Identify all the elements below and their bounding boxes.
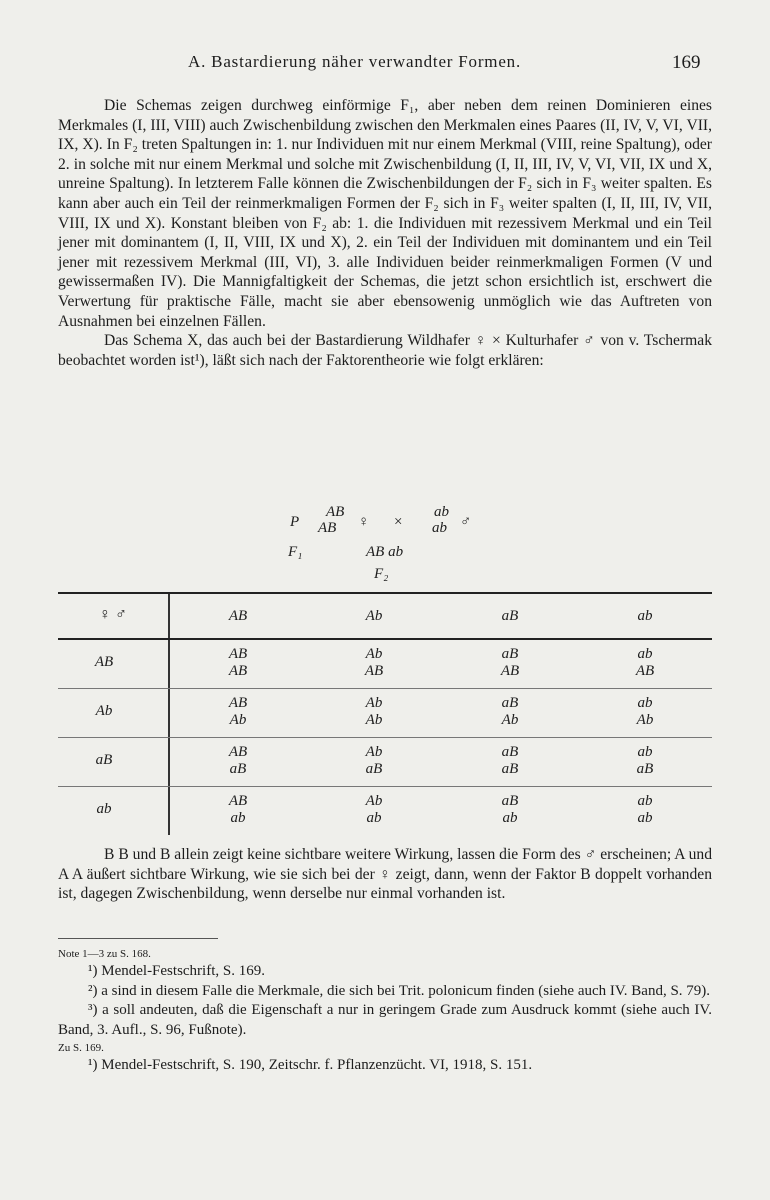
table-cell — [578, 695, 712, 729]
footnote-rule — [58, 938, 218, 939]
note-range-heading: Note 1—3 zu S. 168. — [58, 948, 151, 960]
male-genotype-top: ab — [434, 504, 449, 520]
table-cell — [578, 646, 712, 680]
paragraph-3: B B und B allein zeigt keine sichtbare weitere Wirkung, lassen die Form des ♂ erscheinen; A und A A äußert sichtbare Wirkung, wie sie sich bei der ♀ zeigt, dann, wenn der Faktor B doppelt vorhanden ist, dagegen Zwischenbildung, wenn derselbe nur einmal vorhanden ist. — [58, 846, 712, 903]
table-row — [58, 738, 712, 787]
cell-line: aB — [501, 695, 519, 711]
cell-line: aB — [229, 761, 247, 777]
table-cell — [442, 744, 578, 778]
page-header — [0, 52, 770, 80]
cell-line: ab — [637, 793, 653, 809]
cell-line: ab — [637, 810, 653, 826]
row-label: aB — [95, 752, 113, 768]
male-genotype-bottom: ab — [432, 520, 447, 536]
footnotes — [58, 946, 712, 1076]
cell-line: Ab — [365, 712, 383, 728]
page-number: 169 — [672, 52, 701, 73]
table-cell — [306, 646, 442, 680]
cell-line: aB — [636, 761, 654, 777]
row-label: Ab — [95, 703, 113, 719]
cell-line: AB — [635, 663, 655, 679]
cell-line: AB — [228, 695, 248, 711]
table-cell — [306, 793, 442, 827]
table-cell — [170, 793, 306, 827]
cell-line: ab — [230, 810, 246, 826]
table-cell — [170, 695, 306, 729]
cell-line: Ab — [365, 695, 383, 711]
cross-symbol: × — [394, 514, 403, 530]
cell-line: aB — [501, 761, 519, 777]
table-cell — [306, 744, 442, 778]
cell-line: AB — [228, 663, 248, 679]
footnote-3: ³) a soll andeuten, daß die Eigenschaft a nur in geringem Grade zum Ausdruck kommt (siehe auch IV. Band, 3. Aufl., S. 96, Fußnote). — [58, 1002, 712, 1038]
table-header-row — [58, 594, 712, 640]
cell-line: Ab — [365, 744, 383, 760]
cell-line: AB — [500, 663, 520, 679]
column-header: aB — [501, 608, 519, 624]
female-genotype-bottom: AB — [318, 520, 337, 536]
row-label: ab — [96, 801, 112, 817]
table-cell — [578, 793, 712, 827]
table-cell — [306, 695, 442, 729]
punnett-square — [58, 592, 712, 835]
female-symbol: ♀ — [358, 514, 370, 530]
corner-sex-symbols: ♀ ♂ — [99, 606, 127, 623]
cell-line: AB — [364, 663, 384, 679]
table-row — [58, 689, 712, 738]
running-head: A. Bastardierung näher verwandter Formen. — [188, 52, 522, 71]
page-ref-heading: Zu S. 169. — [58, 1042, 104, 1054]
footnote-1: ¹) Mendel-Festschrift, S. 169. — [88, 963, 265, 979]
cell-line: ab — [366, 810, 382, 826]
cell-line: Ab — [365, 793, 383, 809]
cell-line: ab — [502, 810, 518, 826]
cell-line: ab — [637, 744, 653, 760]
table-cell — [578, 744, 712, 778]
cell-line: aB — [501, 793, 519, 809]
column-header: Ab — [365, 608, 383, 624]
cell-line: AB — [228, 646, 248, 662]
table-cell — [442, 695, 578, 729]
male-symbol: ♂ — [460, 514, 472, 530]
post-table-text — [58, 845, 712, 904]
f1-generation-label: F₁ — [288, 544, 303, 560]
table-row — [58, 787, 712, 835]
cell-line: aB — [501, 744, 519, 760]
table-cell — [442, 793, 578, 827]
f2-generation-label: F₂ — [374, 566, 389, 582]
table-cell — [170, 646, 306, 680]
column-header: ab — [637, 608, 653, 624]
paragraph-2: Das Schema X, das auch bei der Bastardierung Wildhafer ♀ × Kulturhafer ♂ von v. Tschermak beobachtet worden ist¹), läßt sich nach der Faktorentheorie wie folgt erklären: — [58, 332, 712, 369]
cell-line: Ab — [636, 712, 654, 728]
paragraph-1: Die Schemas zeigen durchweg einförmige F₁, aber neben dem reinen Dominieren eines Merkmales (I, III, VIII) auch Zwischenbildung zwischen den Merkmalen eines Paares (II, IV, V, VI, VII, IX, X). In F₂ treten Spaltungen in: 1. nur Individuen mit nur einem Merkmal (VIII, reine Spaltung), oder 2. in solche mit nur einem Merkmal und solche mit Zwischenbildung (I, II, III, IV, V, VI, VII, IX und X, unreine Spaltung). In letzterem Falle können die Zwischenbildungen der F₂ sich in F₃ weiter spalten. Es kann aber auch ein Teil der reinmerkmaligen Formen der F₂ sich in F₃ weiter spalten (I, II, III, IV, VII, VIII, IX und X). Konstant bleiben von F₂ ab: 1. die Individuen mit rezessivem Merkmal und ein Teil jener mit dominantem (I, II, VIII, IX und X), 2. ein Teil der Individuen mit dominantem und ein Teil jener mit rezessivem Merkmal (III, VI), 3. alle Individuen beider reinmerkmaligen Formen (V und gewissermaßen IV). Die Mannigfaltigkeit der Schemas, die jetzt schon ersichtlich ist, erschwert die Verwertung für praktische Fälle, macht sie aber ebensowenig unmöglich wie das Auftreten von Ausnahmen bei einzelnen Fällen. — [58, 97, 712, 330]
table-cell — [442, 646, 578, 680]
cell-line: aB — [365, 761, 383, 777]
cross-scheme — [0, 506, 770, 588]
female-genotype-top: AB — [326, 504, 345, 520]
main-text — [58, 96, 712, 370]
cell-line: AB — [228, 793, 248, 809]
cell-line: ab — [637, 646, 653, 662]
cell-line: ab — [637, 695, 653, 711]
cell-line: Ab — [229, 712, 247, 728]
f1-genotype: AB ab — [366, 544, 404, 560]
cell-line: Ab — [365, 646, 383, 662]
table-cell — [170, 744, 306, 778]
cell-line: aB — [501, 646, 519, 662]
footnote-4: ¹) Mendel-Festschrift, S. 190, Zeitschr. f. Pflanzenzücht. VI, 1918, S. 151. — [88, 1057, 533, 1073]
row-label: AB — [94, 654, 114, 670]
column-header: AB — [228, 608, 248, 624]
cell-line: Ab — [501, 712, 519, 728]
table-row — [58, 640, 712, 689]
p-generation-label: P — [290, 514, 300, 530]
cell-line: AB — [228, 744, 248, 760]
footnote-2: ²) a sind in diesem Falle die Merkmale, die sich bei Trit. polonicum finden (siehe auch IV. Band, S. 79). — [88, 982, 711, 999]
